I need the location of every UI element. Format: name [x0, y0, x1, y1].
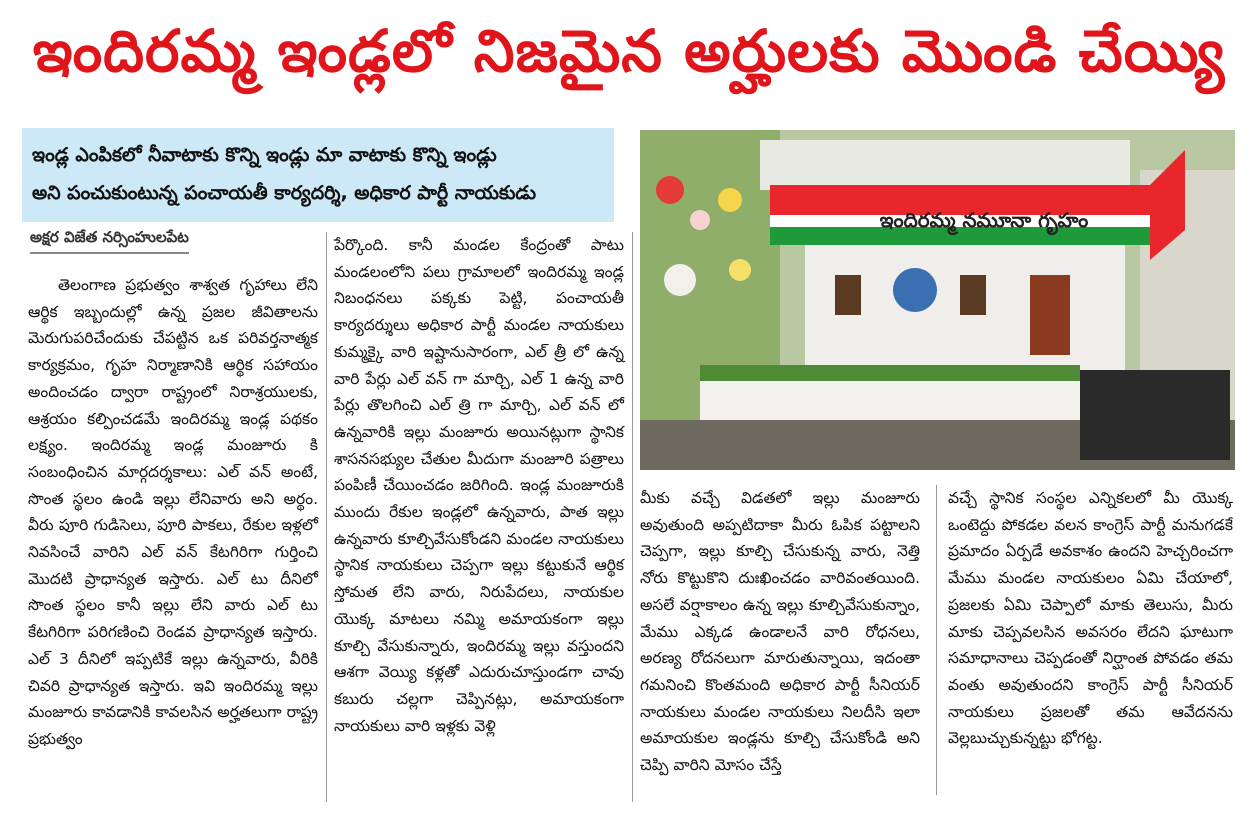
- subheadline-box: [22, 128, 614, 222]
- article-column-1: [28, 272, 318, 753]
- column-3-text: మీకు వచ్చే విడతలో ఇల్లు మంజూరు అవుతుంది అప్పటిదాకా మీరు ఓపిక పట్టాలని చెప్పగా, ఇల్లు కూల్చి చేసుకున్న వారు, నెత్తి నోరు కొట్టుకొని దుఃఖించడం వారివంతయింది. అసలే వర్షాకాలం ఉన్న ఇల్లు కూల్చివేసుకున్నాం, మేము ఎక్కడ ఉండాలనే వారి రోధనలు, అరణ్య రోదనలుగా మారుతున్నాయి, ఇదంతా గమనించి కొంతమంది అధికార పార్టీ సీనియర్ నాయకులు మండల నాయకులు నిలదీసి ఇలా అమాయకుల ఇండ్లను కూల్చి చేసుకోండి అని చెప్పి వారిని మోసం చేస్తే: [640, 489, 920, 775]
- article-column-4: [948, 485, 1233, 752]
- article-column-2: [334, 232, 624, 739]
- house-illustration: [640, 130, 1235, 470]
- house-photo: [640, 130, 1235, 470]
- column-divider: [936, 485, 937, 795]
- subheadline-line-2: అని పంచుకుంటున్న పంచాయతీ కార్యదర్శి, అధికార పార్టీ నాయకుడు: [32, 182, 537, 204]
- article-column-3: [640, 485, 920, 779]
- column-divider: [326, 232, 327, 802]
- byline: అక్షర విజేత నర్సింహులపేట: [30, 228, 189, 254]
- house-sign: ఇందిరమ్మ నమూనా గృహం: [879, 207, 1089, 232]
- headline: ఇందిరమ్మ ఇండ్లలో నిజమైన అర్హులకు మొండి చేయ్యి: [32, 16, 1226, 85]
- column-divider: [632, 232, 633, 802]
- subheadline-line-1: ఇండ్ల ఎంపికలో నీవాటాకు కొన్ని ఇండ్లు మా వాటాకు కొన్ని ఇండ్లు: [32, 144, 497, 166]
- column-1-text: తెలంగాణ ప్రభుత్వం శాశ్వత గృహాలు లేని ఆర్థిక ఇబ్బందుల్లో ఉన్న ప్రజల జీవితాలను మెరుగుపరిచేందుకు చేపట్టిన ఒక పరివర్తనాత్మక కార్యక్రమం, గృహ నిర్మాణానికి ఆర్థిక సహాయం అందించడం ద్వారా రాష్ట్రంలో నిరాశ్రయులకు, ఆశ్రయం కల్పించడమే ఇందిరమ్మ ఇండ్ల పథకం లక్ష్యం. ఇందిరమ్మ ఇండ్ల మంజూరు కి సంబంధించిన మార్గదర్శకాలు: ఎల్ వన్ అంటే, సొంత స్థలం ఉండి ఇల్లు లేనివారు అని అర్థం. వీరు పూరి గుడిసెలు, పూరి పాకలు, రేకుల ఇళ్లలో నివసించే వారిని ఎల్ వన్ కేటగిరిగా గుర్తించి మొదటి ప్రాధాన్యత ఇస్తారు. ఎల్ టు దీనిలో సొంత స్థలం కానీ ఇల్లు లేని వారు ఎల్ టు కేటగిరిగా పరిగణించి రెండవ ప్రాధాన్యత ఇస్తారు. ఎల్ 3 దీనిలో ఇప్పటికే ఇల్లు ఉన్నవారు, వీరికి చివరి ప్రాధాన్యత ఇస్తారు. ఇవి ఇందిరమ్మ ఇల్లు మంజూరు కావడానికి కావలసిన అర్హతలుగా రాష్ట్ర ప్రభుత్వం: [28, 276, 318, 748]
- column-2-text: పేర్కొంది. కానీ మండల కేంద్రంతో పాటు మండలంలోని పలు గ్రామాలలో ఇందిరమ్మ ఇండ్ల నిబంధనలు పక్కకు పెట్టి, పంచాయతీ కార్యదర్శులు అధికార పార్టీ మండల నాయకులు కుమ్మక్కై వారి ఇష్టానుసారంగా, ఎల్ త్రీ లో ఉన్న వారి పేర్లు ఎల్ వన్ గా మార్చి, ఎల్ 1 ఉన్న వారి పేర్లు తొలగించి ఎల్ త్రి గా మార్చి, ఎల్ వన్ లో ఉన్నవారికి ఇల్లు మంజూరు అయినట్లుగా స్థానిక శాసనసభ్యుల చేతుల మీదుగా మంజూరి పత్రాలు పంపిణీ చేయించడం జరిగింది. ఇండ్ల మంజూరుకి ముందు రేకుల ఇండ్లలో ఉన్నవారు, పాత ఇల్లు ఉన్నవారు కూల్చివేసుకోండని మండల నాయకులు స్థానిక నాయకులు చెప్పగా ఇల్లు కట్టుకునే ఆర్థిక స్తోమత లేని వారు, నిరుపేదలు, నాయకుల యొక్క మాటలు నమ్మి అమాయకంగా ఇల్లు కూల్చి వేసుకున్నారు, ఇందిరమ్మ ఇల్లు వస్తుందని ఆశగా వెయ్యి కళ్లతో ఎదురుచూస్తుండగా చావు కబురు చల్లగా చెప్పినట్లు, అమాయకంగా నాయకులు వారి ఇళ్లకు వెళ్లి: [334, 236, 624, 735]
- column-4-text: వచ్చే స్థానిక సంస్థల ఎన్నికలలో మీ యొక్క ఒంటెద్దు పోకడల వలన కాంగ్రెస్ పార్టీ మనుగడకే ప్రమాదం ఏర్పడే అవకాశం ఉందని హెచ్చరించగా మేము మండల నాయకులం ఏమి చేయాలో, ప్రజలకు ఏమి చెప్పాలో మాకు తెలుసు, మీరు మాకు చెప్పవలసిన అవసరం లేదని ఘాటుగా సమాధానాలు చెప్పడంతో నిర్ఘాంత పోవడం తమ వంతు అవుతుందని కాంగ్రెస్ పార్టీ సీనియర్ నాయకులు ప్రజలతో తమ ఆవేదనను వెల్లబుచ్చుకున్నట్టు భోగట్ట.: [948, 489, 1233, 748]
